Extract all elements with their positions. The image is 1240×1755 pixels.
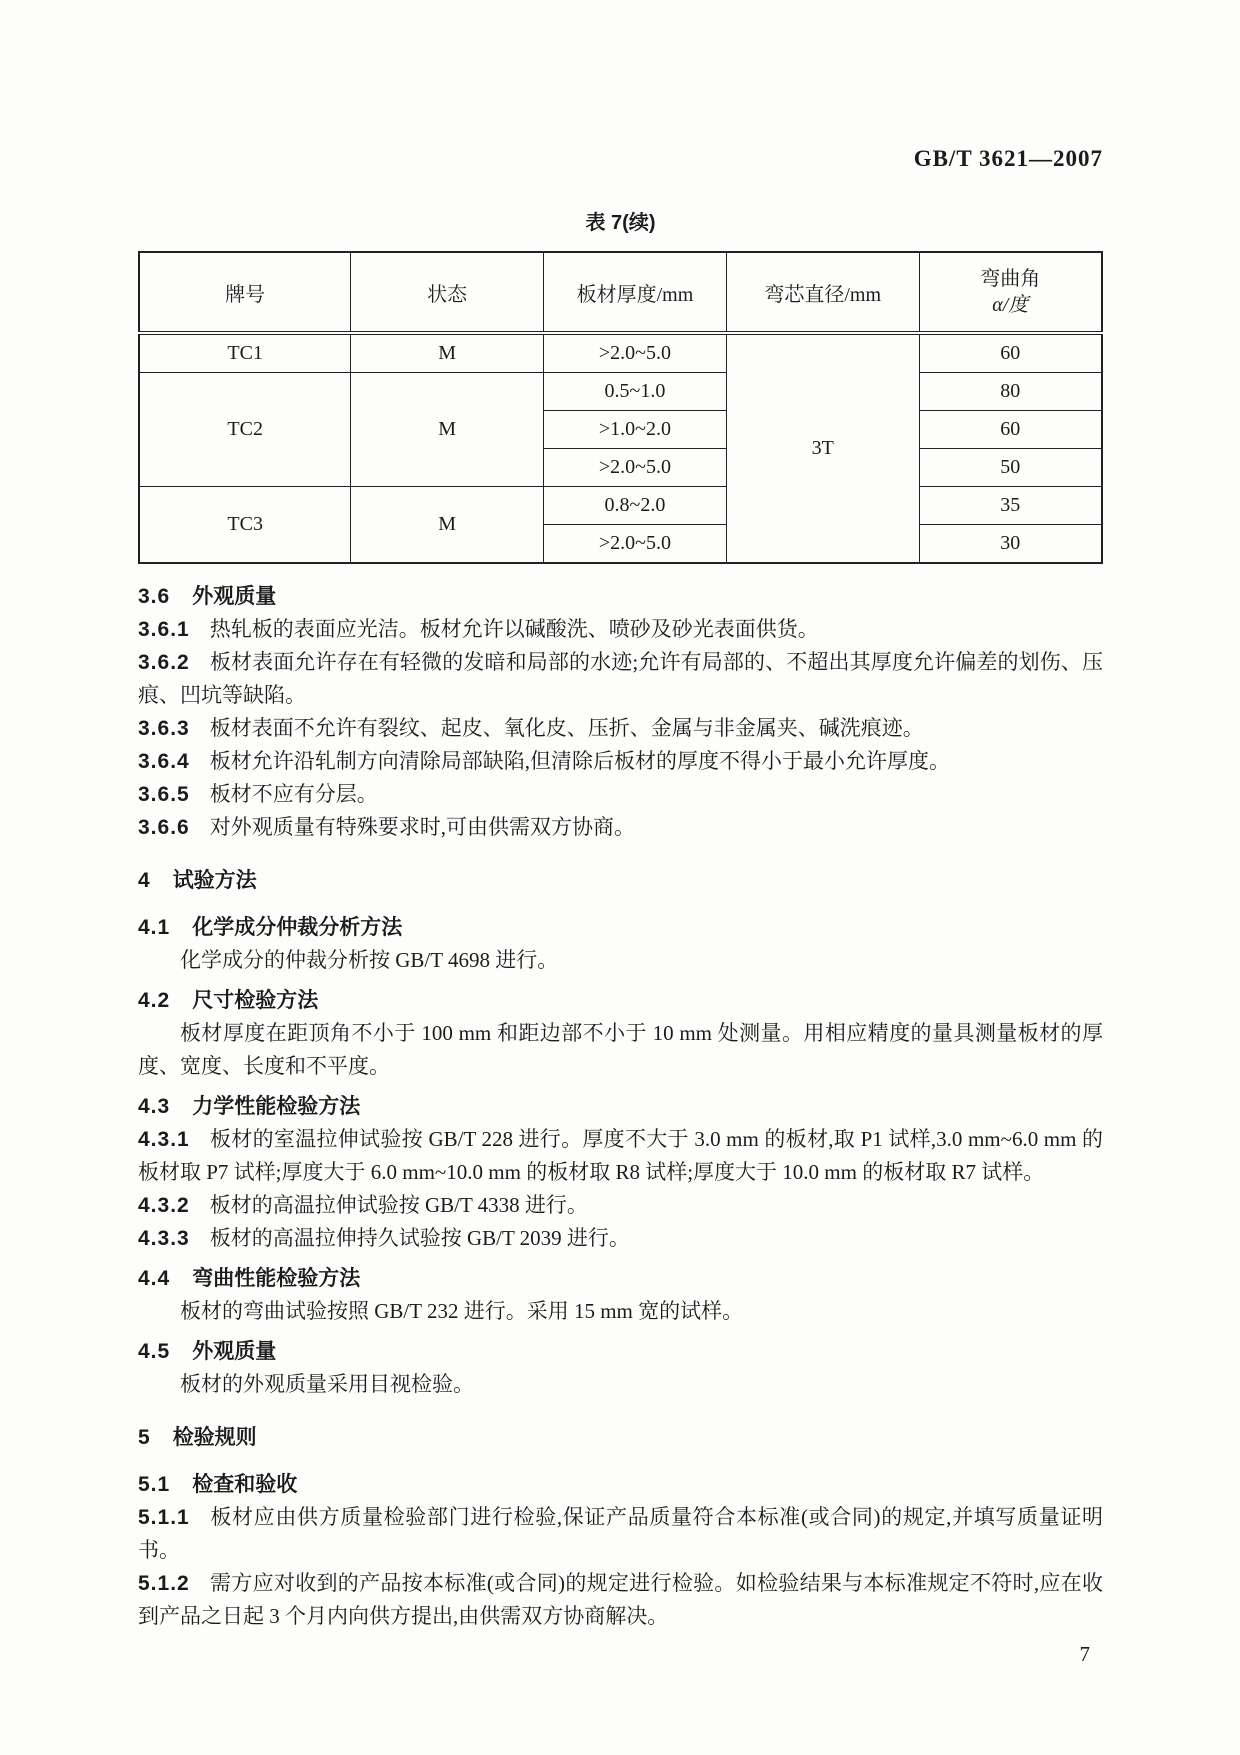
col-header-grade: 牌号: [139, 252, 351, 333]
core-diameter-cell: 3T: [726, 333, 919, 563]
col-header-thickness: 板材厚度/mm: [543, 252, 726, 333]
angle-cell: 50: [919, 449, 1102, 487]
thickness-cell: >2.0~5.0: [543, 333, 726, 373]
col-header-core-diameter: 弯芯直径/mm: [726, 252, 919, 333]
grade-cell: TC3: [139, 487, 351, 564]
clause-4-4-text: 板材的弯曲试验按照 GB/T 232 进行。采用 15 mm 宽的试样。: [180, 1299, 744, 1323]
angle-cell: 80: [919, 373, 1102, 411]
bend-angle-symbol: α/度: [992, 294, 1029, 316]
grade-cell: TC2: [139, 373, 351, 487]
clause-3-6-6: 3.6.6 对外观质量有特殊要求时,可由供需双方协商。: [138, 815, 635, 839]
clause-3-6-3: 3.6.3 板材表面不允许有裂纹、起皮、氧化皮、压折、金属与非金属夹、碱洗痕迹。: [138, 716, 924, 740]
clause-5-1-2: 5.1.2 需方应对收到的产品按本标准(或合同)的规定进行检验。如检验结果与本标准规定不符时,应在收到产品之日起 3 个月内向供方提出,由供需双方协商解决。: [138, 1571, 1103, 1628]
standard-number: GB/T 3621—2007: [913, 146, 1103, 171]
angle-cell: 30: [919, 525, 1102, 564]
clause-3-6-4: 3.6.4 板材允许沿轧制方向清除局部缺陷,但清除后板材的厚度不得小于最小允许厚度。: [138, 749, 950, 773]
clause-4-3-2: 4.3.2 板材的高温拉伸试验按 GB/T 4338 进行。: [138, 1193, 588, 1217]
angle-cell: 35: [919, 487, 1102, 525]
grade-cell: TC1: [139, 333, 351, 373]
state-cell: M: [351, 373, 544, 487]
state-cell: M: [351, 333, 544, 373]
heading-4-1: 4.1 化学成分仲裁分析方法: [138, 916, 403, 939]
table-title: 表 7(续): [585, 212, 656, 234]
clause-4-3-3: 4.3.3 板材的高温拉伸持久试验按 GB/T 2039 进行。: [138, 1226, 630, 1250]
heading-5: 5 检验规则: [138, 1426, 257, 1449]
clause-5-1-1: 5.1.1 板材应由供方质量检验部门进行检验,保证产品质量符合本标准(或合同)的规定,并填写质量证明书。: [138, 1505, 1103, 1562]
table-row: [139, 333, 1102, 373]
heading-4-4: 4.4 弯曲性能检验方法: [138, 1267, 361, 1290]
heading-4-5: 4.5 外观质量: [138, 1340, 277, 1363]
col-header-state: 状态: [351, 252, 544, 333]
heading-3-6: 3.6 外观质量: [138, 585, 277, 608]
thickness-cell: >2.0~5.0: [543, 449, 726, 487]
angle-cell: 60: [919, 411, 1102, 449]
heading-4: 4 试验方法: [138, 869, 257, 892]
bend-angle-label: 弯曲角: [980, 268, 1041, 290]
table-row: [139, 373, 1102, 411]
clause-4-1-text: 化学成分的仲裁分析按 GB/T 4698 进行。: [180, 948, 559, 972]
clause-3-6-1: 3.6.1 热轧板的表面应光洁。板材允许以碱酸洗、喷砂及砂光表面供货。: [138, 617, 819, 641]
table-row: [139, 487, 1102, 525]
heading-4-3: 4.3 力学性能检验方法: [138, 1095, 361, 1118]
col-header-bend-angle: [919, 252, 1102, 333]
thickness-cell: 0.8~2.0: [543, 487, 726, 525]
clause-4-3-1: 4.3.1 板材的室温拉伸试验按 GB/T 228 进行。厚度不大于 3.0 mm 的板材,取 P1 试样,3.0 mm~6.0 mm 的板材取 P7 试样;厚度大于 6.0 mm~10.0 mm 的板材取 R8 试样;厚度大于 10.0 mm 的板材取 R7 试样。: [138, 1127, 1103, 1184]
thickness-cell: >1.0~2.0: [543, 411, 726, 449]
bend-test-table: [138, 251, 1103, 564]
heading-4-2: 4.2 尺寸检验方法: [138, 989, 319, 1012]
clause-3-6-5: 3.6.5 板材不应有分层。: [138, 782, 378, 806]
state-cell: M: [351, 487, 544, 564]
clause-3-6-2: 3.6.2 板材表面允许存在有轻微的发暗和局部的水迹;允许有局部的、不超出其厚度允许偏差的划伤、压痕、凹坑等缺陷。: [138, 650, 1103, 707]
thickness-cell: 0.5~1.0: [543, 373, 726, 411]
thickness-cell: >2.0~5.0: [543, 525, 726, 564]
table-header-row: [139, 252, 1102, 333]
heading-5-1: 5.1 检查和验收: [138, 1473, 298, 1496]
page-number: 7: [1079, 1642, 1090, 1666]
clause-4-5-text: 板材的外观质量采用目视检验。: [180, 1372, 474, 1396]
clause-list: [138, 580, 1103, 1633]
angle-cell: 60: [919, 333, 1102, 373]
clause-4-2-text: 板材厚度在距顶角不小于 100 mm 和距边部不小于 10 mm 处测量。用相应精度的量具测量板材的厚度、宽度、长度和不平度。: [138, 1021, 1103, 1078]
